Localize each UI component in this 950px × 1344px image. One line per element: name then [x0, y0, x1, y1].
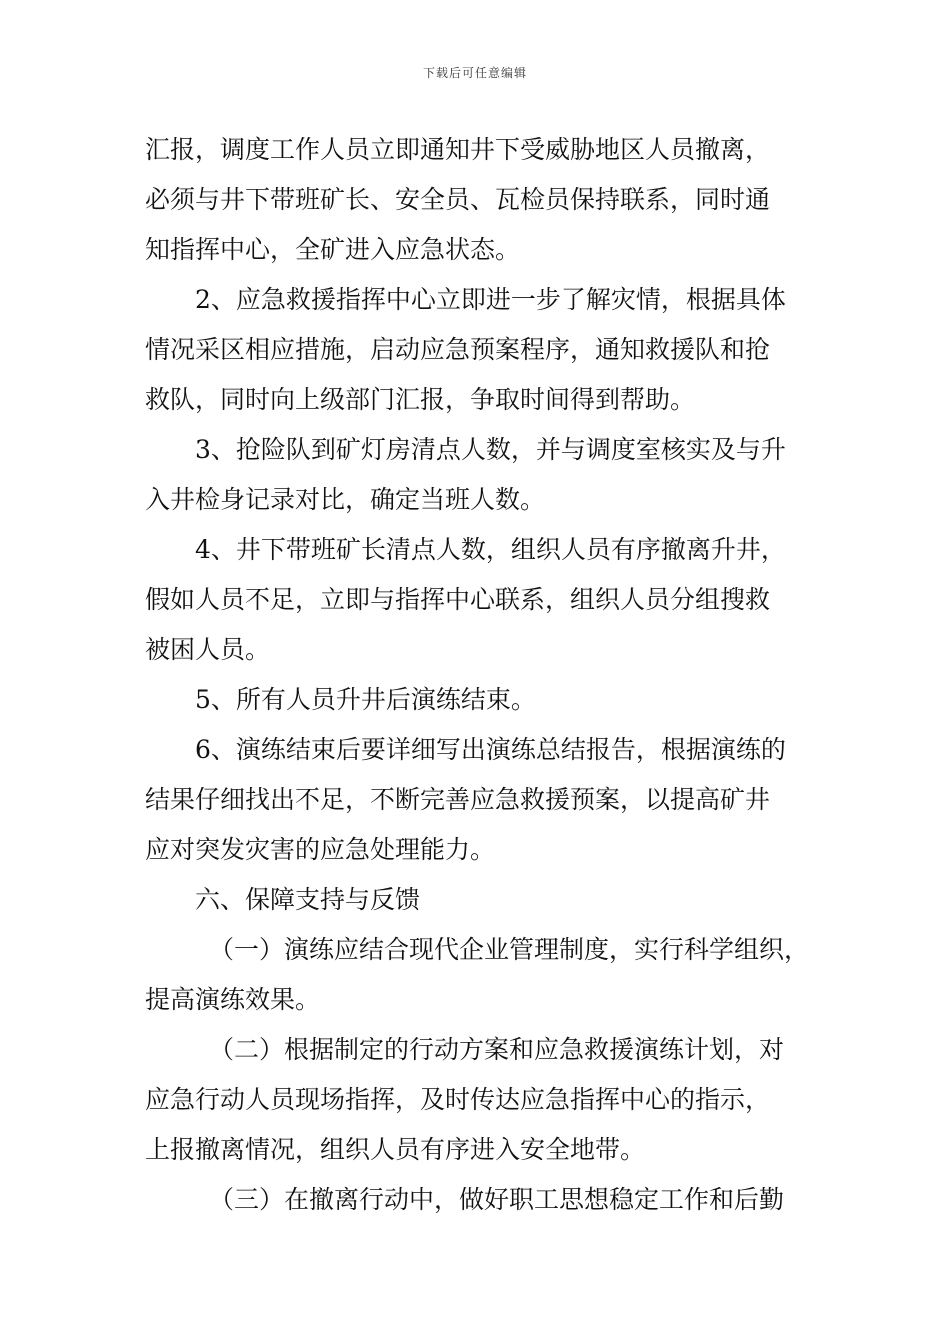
text-line: 必须与井下带班矿长、安全员、瓦检员保持联系，同时通 — [145, 185, 771, 214]
text-line: 情况采区相应措施，启动应急预案程序，通知救援队和抢 — [145, 335, 771, 364]
text-line: 应急行动人员现场指挥，及时传达应急指挥中心的指示， — [145, 1085, 771, 1114]
text-line: 汇报，调度工作人员立即通知井下受威胁地区人员撤离， — [145, 135, 771, 164]
text-line: 上报撤离情况，组织人员有序进入安全地带。 — [145, 1135, 646, 1164]
paragraph-start-line: 4、井下带班矿长清点人数，组织人员有序撤离升井， — [195, 535, 786, 564]
section-heading: 六、保障支持与反馈 — [195, 885, 421, 914]
paragraph-start-line: 2、应急救援指挥中心立即进一步了解灾情，根据具体 — [195, 285, 786, 314]
text-line: 结果仔细找出不足，不断完善应急救援预案，以提高矿井 — [145, 785, 771, 814]
text-line: 知指挥中心，全矿进入应急状态。 — [145, 235, 521, 264]
text-line: 入井检身记录对比，确定当班人数。 — [145, 485, 546, 514]
paragraph-start-line: （二）根据制定的行动方案和应急救援演练计划，对 — [209, 1035, 785, 1064]
text-line: 被困人员。 — [145, 635, 271, 664]
text-line: 救队，同时向上级部门汇报，争取时间得到帮助。 — [145, 385, 696, 414]
paragraph-start-line: （一）演练应结合现代企业管理制度，实行科学组织， — [209, 935, 810, 964]
text-line: 应对突发灾害的应急处理能力。 — [145, 835, 496, 864]
paragraph-start-line: 3、抢险队到矿灯房清点人数，并与调度室核实及与升 — [195, 435, 786, 464]
text-line: 假如人员不足，立即与指挥中心联系，组织人员分组搜救 — [145, 585, 771, 614]
page-header: 下载后可任意编辑 — [422, 66, 527, 80]
paragraph-start-line: 6、演练结束后要详细写出演练总结报告，根据演练的 — [195, 735, 786, 764]
paragraph-start-line: 5、所有人员升井后演练结束。 — [195, 685, 536, 714]
document-body — [145, 125, 825, 1225]
text-line: 提高演练效果。 — [145, 985, 321, 1014]
paragraph-start-line: （三）在撤离行动中，做好职工思想稳定工作和后勤 — [209, 1185, 785, 1214]
